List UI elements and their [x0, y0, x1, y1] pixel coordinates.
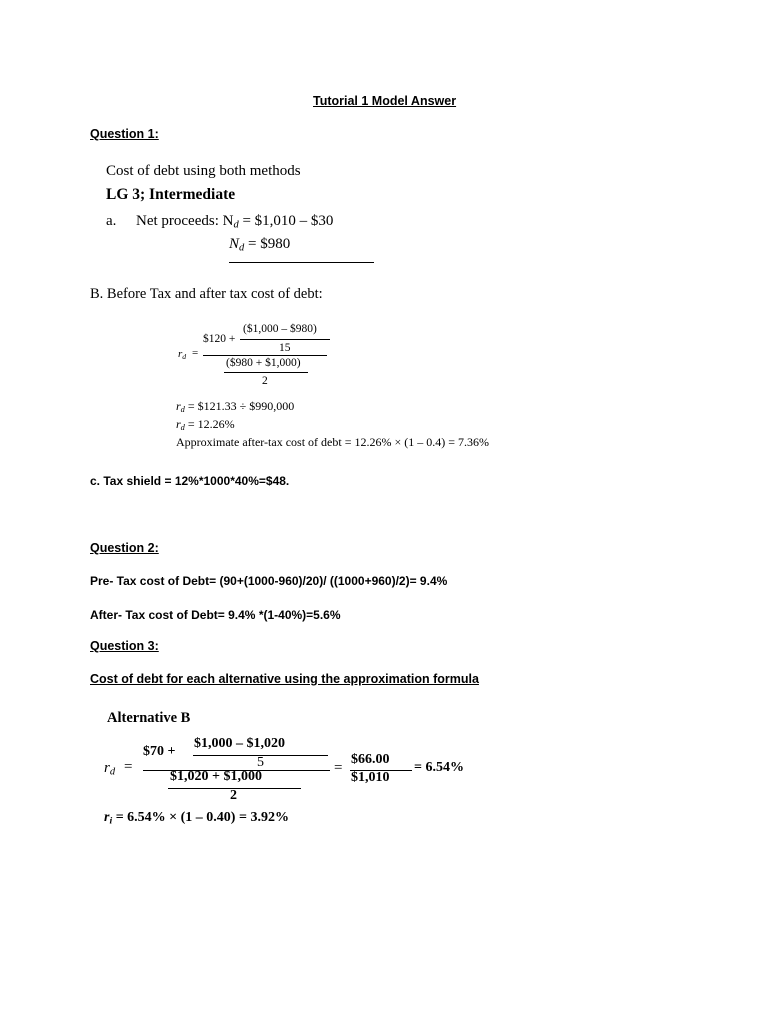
- formula-inner-num: ($1,000 – $980): [243, 323, 317, 335]
- formula-den: ($980 + $1,000): [226, 357, 301, 369]
- formula-inner-den: 15: [279, 342, 291, 354]
- page-title: Tutorial 1 Model Answer: [313, 94, 457, 108]
- net-proceeds-label: Net proceeds: N: [136, 213, 234, 229]
- q3-rd-var: $r_d$: [104, 760, 116, 778]
- question-1-heading: Question 1:: [90, 127, 159, 141]
- formula-inner-rule: [240, 339, 330, 340]
- net-proceeds-expr: = $1,010 – $30: [238, 213, 334, 229]
- q3-inner-den: 5: [257, 755, 264, 770]
- q1-part-c: c. Tax shield = 12%*1000*40%=$48.: [90, 474, 290, 488]
- formula-den-rule: [224, 372, 308, 373]
- q3-ri-line: $r_i = 6.54\% \times (1 - 0.40) = 3.92\%$: [104, 810, 289, 827]
- q1-part-a-line-2: [229, 236, 290, 253]
- q3-subheading: Cost of debt for each alternative using the approximation formula: [90, 672, 479, 686]
- q1-book-line-2: LG 3; Intermediate: [106, 186, 236, 203]
- sub-d: d: [239, 242, 245, 254]
- q3-frac2-den: $1,010: [351, 770, 390, 785]
- q3-den-2: 2: [230, 788, 237, 803]
- q3-inner-num: $1,000 – $1,020: [194, 736, 285, 751]
- q1-part-b: B. Before Tax and after tax cost of debt:: [90, 286, 323, 302]
- q2-after-tax: After- Tax cost of Debt= 9.4% *(1-40%)=5.6%: [90, 608, 341, 622]
- formula-main-rule: [203, 355, 327, 356]
- q1-result-2: $r_d = 12.26\%$: [176, 417, 235, 433]
- part-a-rule: [229, 262, 374, 263]
- nd-value: = $980: [244, 236, 291, 252]
- formula-rd-var: $r_d$: [178, 348, 187, 361]
- question-2-heading: Question 2:: [90, 541, 159, 555]
- q1-result-3: Approximate after-tax cost of debt = 12.26% × (1 – 0.4) = 7.36%: [176, 435, 489, 449]
- formula-num-lead: $120 +: [203, 333, 236, 345]
- q3-num-lead: $70 +: [143, 744, 176, 759]
- q3-result: = 6.54%: [414, 760, 464, 775]
- sub-d: d: [233, 219, 239, 231]
- nd-var: N: [229, 236, 240, 252]
- q3-alt-title: Alternative B: [107, 710, 191, 726]
- q1-part-a-label: a.: [106, 213, 117, 229]
- q3-den: $1,020 + $1,000: [170, 769, 262, 784]
- question-3-heading: Question 3:: [90, 639, 159, 653]
- q3-frac2-num: $66.00: [351, 752, 390, 767]
- q1-part-a-line-1: [136, 213, 333, 230]
- formula-eq: =: [192, 347, 199, 359]
- formula-den-2: 2: [262, 375, 268, 387]
- q1-result-1: $r_d$ = $121.33 ÷ $990,000: [176, 399, 295, 415]
- q2-pre-tax: Pre- Tax cost of Debt= (90+(1000-960)/20)/ ((1000+960)/2)= 9.4%: [90, 574, 448, 588]
- q3-eq-1: =: [124, 759, 133, 775]
- q1-book-line-1: Cost of debt using both methods: [106, 163, 301, 179]
- q3-eq-2: =: [334, 760, 343, 776]
